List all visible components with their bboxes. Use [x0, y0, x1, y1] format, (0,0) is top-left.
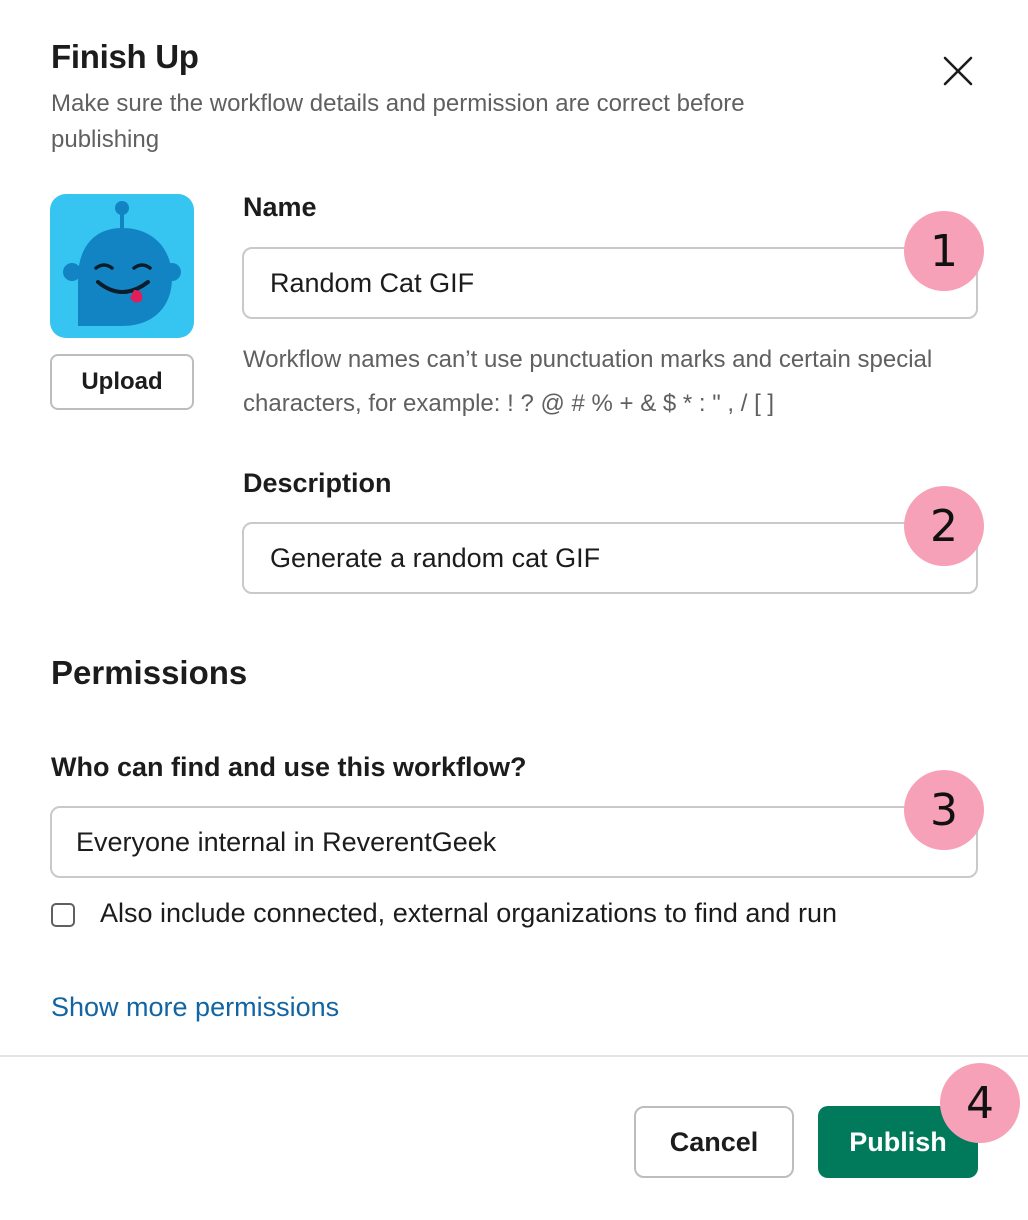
external-orgs-checkbox[interactable]	[51, 903, 75, 927]
description-input-value: Generate a random cat GIF	[270, 542, 601, 573]
annotation-marker-2: 2	[904, 486, 984, 566]
name-input-value: Random Cat GIF	[270, 267, 475, 298]
permissions-question: Who can find and use this workflow?	[51, 752, 527, 782]
upload-button[interactable]: Upload	[50, 354, 194, 410]
close-button[interactable]	[935, 48, 981, 94]
annotation-marker-1: 1	[904, 211, 984, 291]
cancel-button[interactable]: Cancel	[634, 1106, 794, 1178]
permissions-heading: Permissions	[51, 654, 248, 691]
footer-divider	[0, 1055, 1028, 1057]
dialog-subtitle: Make sure the workflow details and permission are correct before publishing	[51, 90, 745, 153]
close-icon	[943, 56, 973, 86]
robot-face-icon	[50, 194, 194, 338]
annotation-marker-3: 3	[904, 770, 984, 850]
name-hint: Workflow names can’t use punctuation marks and certain special characters, for example: ! ? @ # % + & $ * : " , / [ ]	[243, 346, 933, 417]
workflow-avatar	[50, 194, 194, 338]
permissions-select-value: Everyone internal in ReverentGeek	[76, 826, 497, 857]
name-label: Name	[243, 192, 317, 222]
description-label: Description	[243, 468, 392, 498]
show-more-permissions-link[interactable]: Show more permissions	[51, 992, 340, 1022]
publish-button[interactable]: Publish	[818, 1106, 978, 1178]
annotation-marker-4: 4	[940, 1063, 1020, 1143]
description-input[interactable]	[242, 522, 978, 594]
dialog-title: Finish Up	[51, 38, 199, 75]
name-input[interactable]	[242, 247, 978, 319]
external-orgs-label: Also include connected, external organizations to find and run	[100, 898, 837, 928]
permissions-select[interactable]	[50, 806, 978, 878]
